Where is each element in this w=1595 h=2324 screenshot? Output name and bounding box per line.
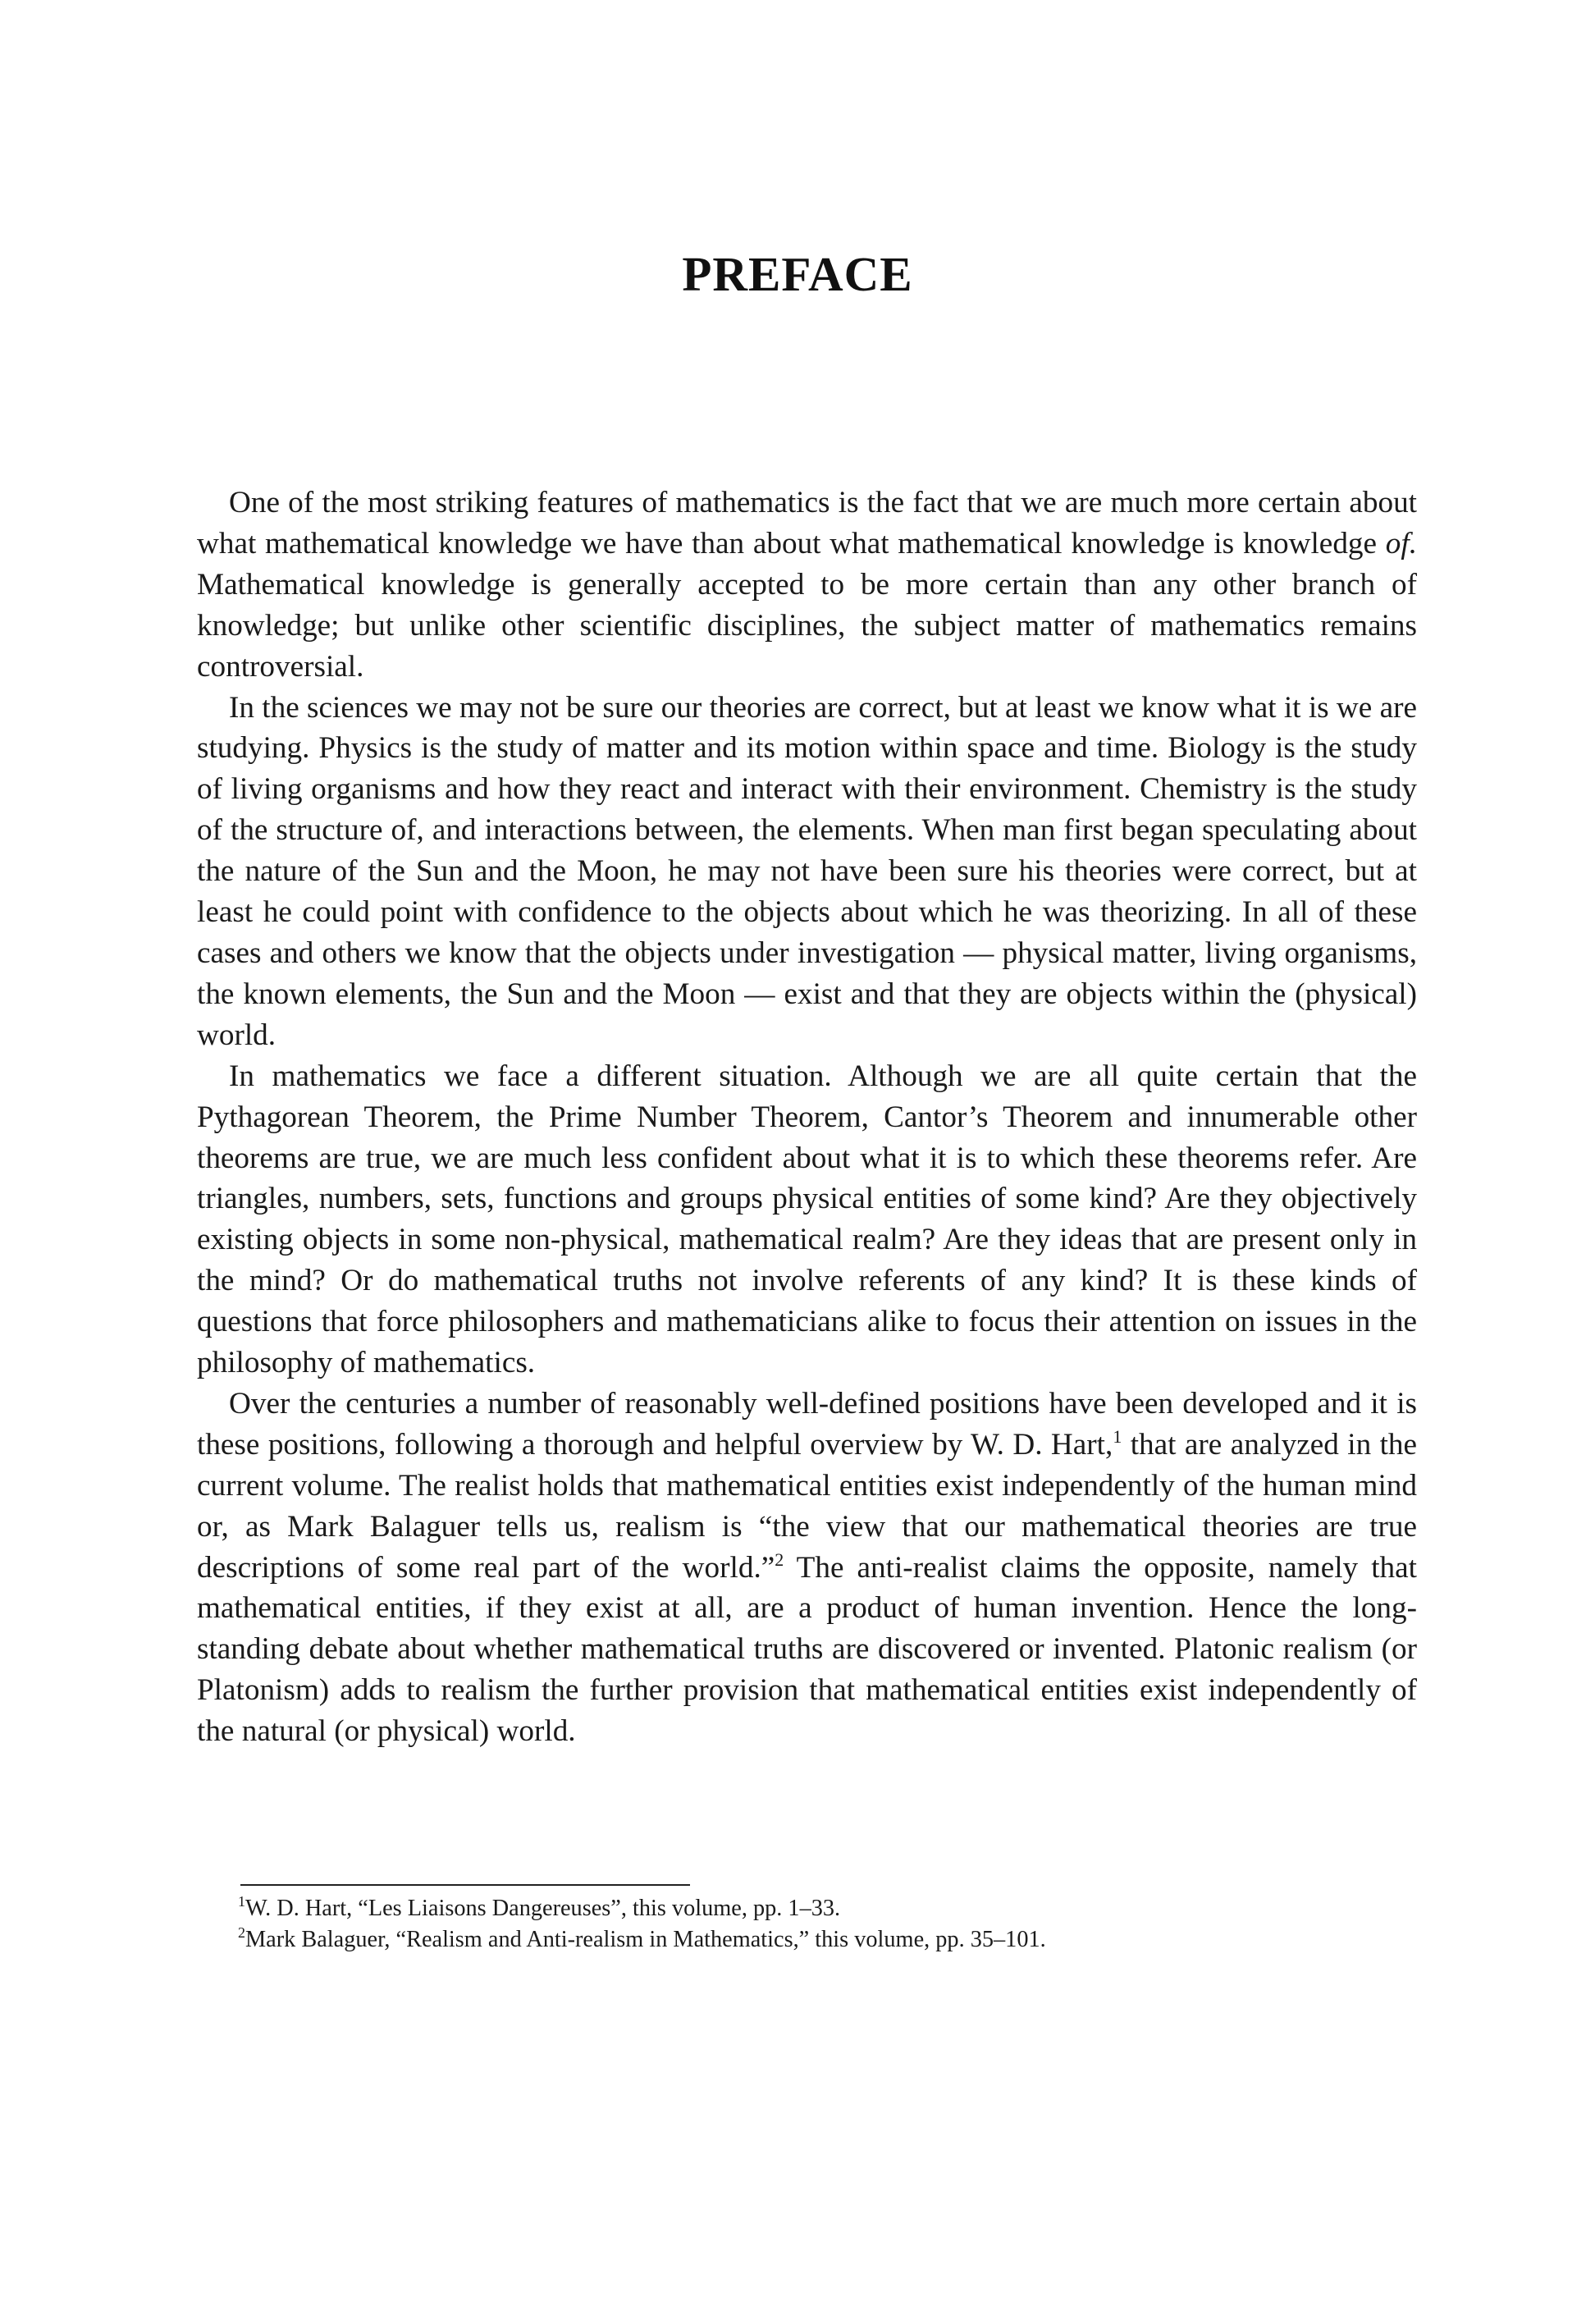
paragraph-4-text-c: The anti-realist claims the opposite, namely that mathematical entities, if they exist at all, are a product of human invention. Hence the long-standing debate about whether mathematical truths are discovered or invented. Platonic realism (or Platonism) adds to realism the further provision that mathematical entities exist independently of the natural (or physical) world.	[197, 1550, 1417, 1749]
footnote-ref-1[interactable]: 1	[1113, 1425, 1122, 1447]
paragraph-1-text-a: One of the most striking features of mathematics is the fact that we are much more certain about what mathematical knowledge we have than about what mathematical knowledge is knowledge	[197, 486, 1417, 560]
preface-body	[197, 483, 1417, 1752]
paragraph-1-text-b: Mathematical knowledge is generally accepted to be more certain than any other branch of knowledge; but unlike other scientific disciplines, the subject matter of mathematics remains controversial.	[197, 567, 1417, 684]
footnote-divider	[240, 1884, 690, 1886]
paragraph-4-text-a: Over the centuries a number of reasonably well-defined positions have been developed and it is these positions, following a thorough and helpful overview by W. D. Hart,	[197, 1386, 1417, 1462]
footnotes	[238, 1893, 1417, 1956]
footnote-1-text: W. D. Hart, “Les Liaisons Dangereuses”, this volume, pp. 1–33.	[245, 1896, 841, 1921]
paragraph-4-text-b: that are analyzed in the current volume. The realist holds that mathematical entities exist independently of the human mind or, as Mark Balaguer tells us, realism is “the view that our mathematical theories are true descriptions of some real part of the world.”	[197, 1427, 1417, 1585]
paragraph-2: In the sciences we may not be sure our theories are correct, but at least we know what it is we are studying. Physics is the study of matter and its motion within space and time. Biology is the study of living organisms and how they react and interact with their environment. Chemistry is the study of the structure of, and interactions between, the elements. When man first began speculating about the nature of the Sun and the Moon, he may not have been sure his theories were correct, but at least he could point with confidence to the objects about which he was theorizing. In all of these cases and others we know that the objects under investigation — physical matter, living organisms, the known elements, the Sun and the Moon — exist and that they are objects within the (physical) world.	[197, 690, 1417, 1052]
paragraph-1	[197, 483, 1417, 688]
footnote-1-number: 1	[238, 1893, 245, 1910]
footnote-ref-2[interactable]: 2	[775, 1549, 784, 1570]
footnote-2	[238, 1924, 1417, 1956]
footnote-2-number: 2	[238, 1924, 245, 1941]
footnote-1	[238, 1893, 1417, 1924]
paragraph-1-emphasis: of.	[1385, 526, 1417, 560]
paragraph-4	[197, 1384, 1417, 1752]
footnote-2-text: Mark Balaguer, “Realism and Anti-realism in Mathematics,” this volume, pp. 35–101.	[245, 1927, 1046, 1952]
paragraph-3: In mathematics we face a different situation. Although we are all quite certain that the Pythagorean Theorem, the Prime Number Theorem, Cantor’s Theorem and innumerable other theorems are true, we are much less confident about what it is to which these theorems refer. Are triangles, numbers, sets, functions and groups physical entities of some kind? Are they objectively existing objects in some non-physical, mathematical realm? Are they ideas that are present only in the mind? Or do mathematical truths not involve referents of any kind? It is these kinds of questions that force philosophers and mathematicians alike to focus their attention on issues in the philosophy of mathematics.	[197, 1059, 1417, 1380]
page-title: PREFACE	[682, 247, 913, 301]
